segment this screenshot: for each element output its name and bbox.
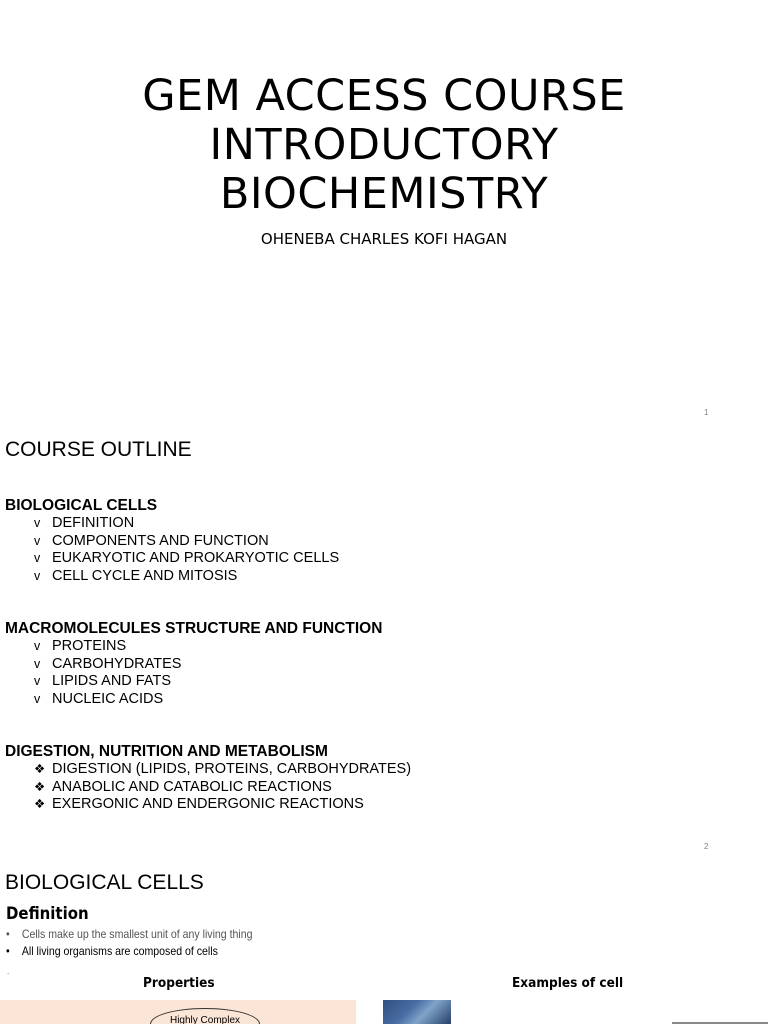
outline-section-biological-cells — [5, 497, 745, 585]
list-item: v CELL CYCLE AND MITOSIS — [34, 567, 238, 584]
section-title: DIGESTION, NUTRITION AND METABOLISM — [5, 743, 328, 760]
v-bullet-icon: v — [34, 691, 41, 706]
definition-title: Definition — [6, 904, 89, 924]
list-item: v PROTEINS — [34, 638, 127, 654]
list-item: ❖ EXERGONIC AND ENDERGONIC REACTIONS — [34, 796, 364, 812]
list-item: v LIPIDS AND FATS — [34, 673, 171, 689]
title-slide — [0, 0, 768, 422]
v-bullet-icon: v — [34, 516, 41, 530]
bullet-dot-icon: • — [6, 944, 10, 958]
list-item: ❖ DIGESTION (LIPIDS, PROTEINS, CARBOHYDRATES) — [34, 761, 412, 777]
diamond-bullet-icon: ❖ — [34, 762, 46, 776]
list-item: • Cells make up the smallest unit of any living thing — [6, 927, 253, 941]
slide-title — [0, 72, 768, 219]
examples-title: Examples of cell — [512, 975, 624, 991]
definition-list — [6, 926, 286, 960]
diamond-bullet-icon: ❖ — [34, 779, 46, 794]
section-list — [5, 761, 745, 814]
v-bullet-icon: v — [34, 674, 41, 688]
section-title: BIOLOGICAL CELLS — [5, 497, 158, 514]
section-list — [5, 638, 745, 708]
list-item: ❖ ANABOLIC AND CATABOLIC REACTIONS — [34, 778, 332, 795]
page-number: 2 — [704, 842, 709, 851]
list-item: v NUCLEIC ACIDS — [34, 690, 164, 707]
list-item: v COMPONENTS AND FUNCTION — [34, 532, 269, 549]
diamond-bullet-icon: ❖ — [34, 797, 46, 811]
slide-subtitle: OHENEBA CHARLES KOFI HAGAN — [260, 230, 508, 248]
section-list — [5, 515, 745, 585]
outline-section-digestion — [5, 743, 745, 814]
page-number: 1 — [704, 408, 709, 417]
v-bullet-icon: v — [34, 551, 41, 565]
properties-title: Properties — [143, 975, 215, 991]
bullet-dot-icon: • — [6, 927, 10, 941]
list-item: v CARBOHYDRATES — [34, 655, 182, 672]
properties-oval: Highly Complex — [150, 1008, 260, 1024]
slide-heading: BIOLOGICAL CELLS — [5, 871, 204, 894]
list-item: • All living organisms are composed of cells — [6, 944, 218, 958]
cell-example-image — [383, 1000, 451, 1024]
title-line: GEM ACCESS COURSE — [142, 71, 626, 121]
v-bullet-icon: v — [34, 533, 41, 548]
section-title: MACROMOLECULES STRUCTURE AND FUNCTION — [5, 620, 383, 637]
properties-diagram — [0, 1000, 356, 1024]
v-bullet-icon: v — [34, 656, 41, 671]
v-bullet-icon: v — [34, 639, 41, 653]
stray-dot: . — [7, 967, 10, 976]
list-item: v EUKARYOTIC AND PROKARYOTIC CELLS — [34, 550, 340, 566]
list-item: v DEFINITION — [34, 515, 135, 531]
course-outline-slide — [0, 430, 768, 850]
title-line: INTRODUCTORY — [209, 120, 559, 170]
v-bullet-icon: v — [34, 568, 41, 583]
biological-cells-slide — [0, 862, 768, 1024]
title-line: BIOCHEMISTRY — [219, 169, 549, 219]
slide-heading: COURSE OUTLINE — [5, 438, 192, 461]
outline-section-macromolecules — [5, 620, 745, 708]
